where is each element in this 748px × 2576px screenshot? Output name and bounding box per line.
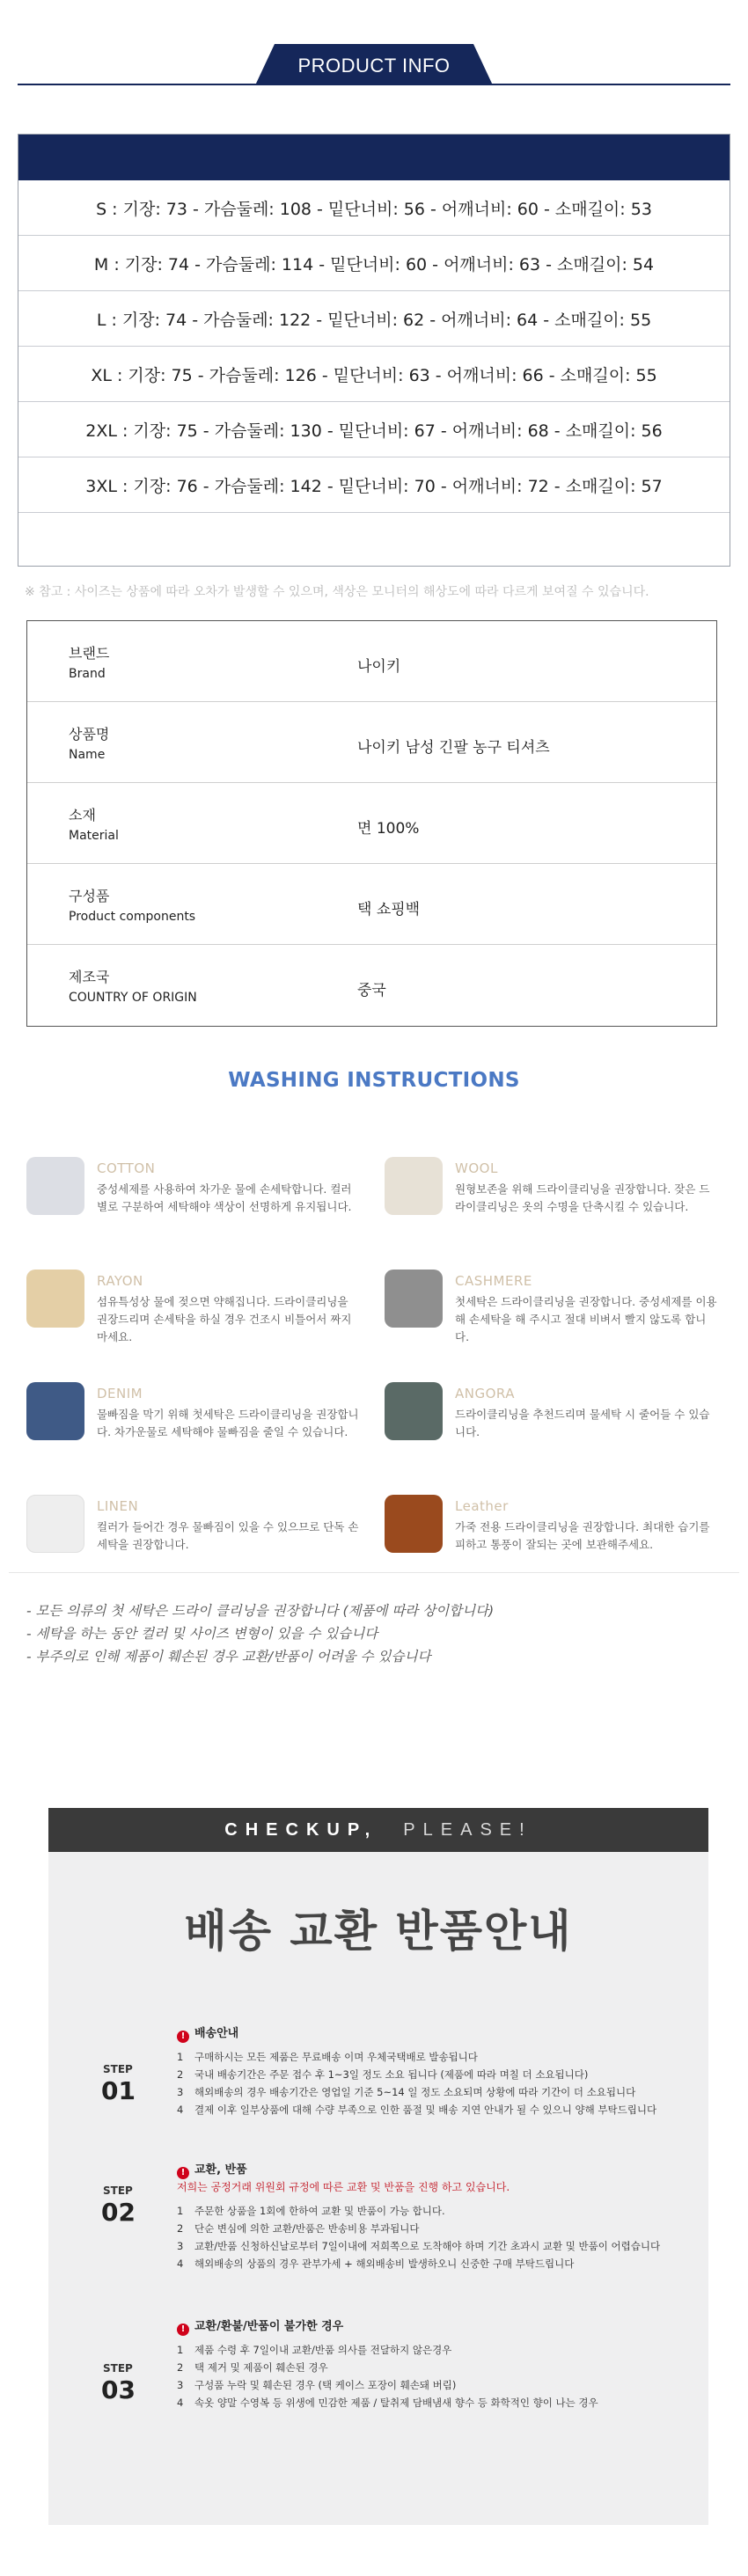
step-item: 2 택 제거 및 제품이 훼손된 경우	[177, 2361, 328, 2374]
wash-item-wool	[385, 1157, 728, 1254]
wash-item-denim	[26, 1382, 370, 1479]
wash-divider	[9, 1572, 739, 1573]
alert-icon: !	[177, 2324, 189, 2336]
wash-desc: 물빠짐을 막기 위해 첫세탁은 드라이클리닝을 권장합니다. 차가운물로 세탁해야 물빠짐을 줄일 수 있습니다.	[97, 1408, 359, 1438]
spec-row-components	[27, 864, 716, 945]
wash-desc: 원형보존을 위해 드라이클리닝을 권장합니다. 잦은 드라이클리닝은 옷의 수명을 단축시킬 수 있습니다.	[455, 1182, 710, 1213]
step-item: 4 속옷 양말 수영복 등 위생에 민감한 제품 / 탈취제 담배냄새 향수 등 화학적인 향이 나는 경우	[177, 2397, 598, 2409]
step-item: 4 해외배송의 상품의 경우 관부가세 + 해외배송비 발생하오니 신중한 구매 부탁드립니다	[177, 2258, 575, 2270]
spec-value: 나이키 남성 긴팔 농구 티셔츠	[357, 739, 550, 757]
spec-value: 택 쇼핑백	[357, 901, 421, 918]
step-item: 3 교환/반품 신청하신날로부터 7일이내에 저희쪽으로 도착해야 하며 기간 초과시 교환 및 반품이 어렵습니다	[177, 2240, 661, 2252]
step-item: 2 국내 배송기간은 주문 접수 후 1~3일 정도 소요 됩니다 (제품에 따라 며칠 더 소요됩니다)	[177, 2068, 589, 2081]
step-item: 3 구성품 누락 및 훼손된 경우 (택 케이스 포장이 훼손돼 버림)	[177, 2379, 457, 2391]
wash-item-leather	[385, 1495, 728, 1592]
spec-table	[26, 620, 717, 1027]
step-item-text: 주문한 상품을 1회에 한하여 교환 및 반품이 가능 합니다.	[194, 2205, 445, 2217]
checkup-panel	[48, 1808, 708, 2525]
wash-notes	[26, 1599, 494, 1668]
size-note: ※ 참고 : 사이즈는 상품에 따라 오차가 발생할 수 있으며, 색상은 모니터의 해상도에 따라 다르게 보여질 수 있습니다.	[25, 585, 649, 599]
wash-note: - 부주의로 인해 제품이 훼손된 경우 교환/반품이 어려울 수 있습니다	[26, 1649, 431, 1665]
step-item-text: 국내 배송기간은 주문 접수 후 1~3일 정도 소요 됩니다 (제품에 따라 며칠 더 소요됩니다)	[194, 2068, 589, 2081]
cotton-swatch-icon	[26, 1157, 84, 1215]
size-table	[18, 134, 730, 567]
step-item: 3 해외배송의 경우 배송기간은 영업일 기준 5~14 일 정도 소요되며 상황에 따라 기간이 더 소요됩니다	[177, 2086, 636, 2098]
step-item-text: 속옷 양말 수영복 등 위생에 민감한 제품 / 탈취제 담배냄새 향수 등 화학적인 향이 나는 경우	[194, 2397, 598, 2409]
step-item: 2 단순 변심에 의한 교환/반품은 반송비용 부과됩니다	[177, 2222, 420, 2235]
denim-swatch-icon	[26, 1382, 84, 1440]
step-item: 1 제품 수령 후 7일이내 교환/반품 의사를 전달하지 않은경우	[177, 2344, 452, 2356]
spec-key-en: Brand	[69, 667, 106, 681]
size-row: 3XL : 기장: 76 - 가슴둘레: 142 - 밑단너비: 70 - 어깨너비: 72 - 소매길이: 57	[18, 457, 730, 513]
wash-name: DENIM	[97, 1386, 143, 1401]
step-item-text: 교환/반품 신청하신날로부터 7일이내에 저희쪽으로 도착해야 하며 기간 초과시 교환 및 반품이 어렵습니다	[194, 2240, 661, 2252]
step-item-text: 구매하시는 모든 제품은 무료배송 이며 우체국택배로 발송됩니다	[194, 2051, 478, 2063]
spec-key-en: Material	[69, 829, 119, 843]
checkup-title: 배송 교환 반품안내	[184, 1906, 573, 1957]
step-item-text: 단순 변심에 의한 교환/반품은 반송비용 부과됩니다	[194, 2222, 420, 2235]
wash-name: Leather	[455, 1498, 509, 1514]
spec-key-ko: 구성품	[69, 888, 110, 904]
step-list	[177, 2048, 656, 2119]
wash-desc: 컬러가 들어간 경우 물빠짐이 있을 수 있으므로 단독 손세탁을 권장합니다.	[97, 1520, 359, 1551]
spec-value: 중국	[357, 982, 386, 999]
checkup-band	[48, 1808, 708, 1852]
product-info-title: PRODUCT INFO	[297, 55, 451, 77]
wash-desc: 가죽 전용 드라이클리닝을 권장합니다. 최대한 습기를 피하고 통풍이 잘되는 곳에 보관해주세요.	[455, 1520, 710, 1551]
step-number: 02	[101, 2198, 136, 2227]
spec-key-en: COUNTRY OF ORIGIN	[69, 991, 197, 1005]
wash-name: WOOL	[455, 1160, 498, 1176]
band-bold: CHECKUP,	[224, 1819, 378, 1840]
size-row: L : 기장: 74 - 가슴둘레: 122 - 밑단너비: 62 - 어깨너비: 64 - 소매길이: 55	[18, 291, 730, 347]
step-list	[177, 2341, 598, 2411]
step-item-text: 결제 이후 일부상품에 대해 수량 부족으로 인한 품절 및 배송 지연 안내가 될 수 있으니 양해 부탁드립니다	[194, 2104, 657, 2116]
wash-note: - 모든 의류의 첫 세탁은 드라이 클리닝을 권장합니다 (제품에 따라 상이합니다)	[26, 1603, 495, 1619]
step-number: 03	[101, 2375, 136, 2404]
alert-icon: !	[177, 2167, 189, 2179]
size-row: 2XL : 기장: 75 - 가슴둘레: 130 - 밑단너비: 67 - 어깨너비: 68 - 소매길이: 56	[18, 402, 730, 457]
step-item-text: 제품 수령 후 7일이내 교환/반품 의사를 전달하지 않은경우	[194, 2344, 452, 2356]
step-label: STEP	[103, 2362, 133, 2375]
step-item-text: 해외배송의 상품의 경우 관부가세 + 해외배송비 발생하오니 신중한 구매 부탁드립니다	[194, 2258, 575, 2270]
wash-item-cotton	[26, 1157, 370, 1254]
wash-note: - 세탁을 하는 동안 컬러 및 사이즈 변형이 있을 수 있습니다	[26, 1626, 378, 1642]
spec-row-brand	[27, 621, 716, 702]
linen-swatch-icon	[26, 1495, 84, 1553]
band-light: PLEASE!	[403, 1819, 532, 1840]
step-item-text: 택 제거 및 제품이 훼손된 경우	[194, 2361, 328, 2374]
wash-name: ANGORA	[455, 1386, 515, 1401]
step-label: STEP	[103, 2184, 133, 2197]
wash-desc: 드라이클리닝을 추천드리며 물세탁 시 줄어들 수 있습니다.	[455, 1408, 710, 1438]
wash-name: RAYON	[97, 1273, 143, 1289]
wash-item-linen	[26, 1495, 370, 1592]
alert-icon: !	[177, 2031, 189, 2043]
step-label: STEP	[103, 2063, 133, 2075]
rayon-swatch-icon	[26, 1270, 84, 1328]
step-number: 01	[101, 2076, 136, 2105]
step-warning: 저희는 공정거래 위원회 규정에 따른 교환 및 반품을 진행 하고 있습니다.	[177, 2181, 510, 2193]
step-item: 4 결제 이후 일부상품에 대해 수량 부족으로 인한 품절 및 배송 지연 안내가 될 수 있으니 양해 부탁드립니다	[177, 2104, 657, 2116]
wash-desc: 중성세제를 사용하여 차가운 물에 손세탁합니다. 컬러별로 구분하여 세탁해야 색상이 선명하게 유지됩니다.	[97, 1182, 352, 1213]
wash-item-cashmere	[385, 1270, 728, 1366]
spec-key-en: Product components	[69, 910, 196, 924]
wash-desc: 첫세탁은 드라이클리닝을 권장합니다. 중성세제를 이용해 손세탁을 해 주시고 절대 비벼서 빨지 않도록 합니다.	[455, 1295, 717, 1343]
step-item-text: 해외배송의 경우 배송기간은 영업일 기준 5~14 일 정도 소요되며 상황에 따라 기간이 더 소요됩니다	[194, 2086, 636, 2098]
spec-row-origin	[27, 945, 716, 1026]
wash-name: LINEN	[97, 1498, 139, 1514]
step-list	[177, 2202, 660, 2272]
step-item: 1 구매하시는 모든 제품은 무료배송 이며 우체국택배로 발송됩니다	[177, 2051, 478, 2063]
product-info-header	[0, 0, 748, 88]
wash-name: COTTON	[97, 1160, 156, 1176]
product-info-tab	[255, 44, 493, 85]
size-row: S : 기장: 73 - 가슴둘레: 108 - 밑단너비: 56 - 어깨너비: 60 - 소매길이: 53	[18, 180, 730, 236]
step-item-text: 구성품 누락 및 훼손된 경우 (택 케이스 포장이 훼손돼 버림)	[194, 2379, 457, 2391]
washing-title: WASHING INSTRUCTIONS	[228, 1069, 520, 1092]
step-head	[177, 2160, 247, 2179]
spec-row-material	[27, 783, 716, 864]
spec-value: 나이키	[357, 658, 401, 676]
size-row-empty	[18, 513, 730, 568]
step-head	[177, 2316, 343, 2336]
spec-key-ko: 소재	[69, 807, 96, 823]
size-row: M : 기장: 74 - 가슴둘레: 114 - 밑단너비: 60 - 어깨너비: 63 - 소매길이: 54	[18, 236, 730, 291]
spec-key-ko: 제조국	[69, 969, 110, 985]
spec-key-ko: 상품명	[69, 726, 110, 743]
step-item: 1 주문한 상품을 1회에 한하여 교환 및 반품이 가능 합니다.	[177, 2205, 445, 2217]
wash-item-angora	[385, 1382, 728, 1479]
step-head-label: 교환, 반품	[194, 2163, 247, 2177]
step-head-label: 배송안내	[194, 2027, 239, 2040]
leather-swatch-icon	[385, 1495, 443, 1553]
size-row: XL : 기장: 75 - 가슴둘레: 126 - 밑단너비: 63 - 어깨너비: 66 - 소매길이: 55	[18, 347, 730, 402]
wash-name: CASHMERE	[455, 1273, 532, 1289]
angora-swatch-icon	[385, 1382, 443, 1440]
spec-key-en: Name	[69, 748, 106, 762]
step-head	[177, 2023, 238, 2043]
wash-desc: 섬유특성상 물에 젖으면 약해집니다. 드라이클리닝을 권장드리며 손세탁을 하실 경우 건조시 비틀어서 짜지마세요.	[97, 1295, 352, 1343]
size-table-header	[18, 135, 730, 180]
step-head-label: 교환/환불/반품이 불가한 경우	[194, 2320, 344, 2333]
spec-row-name	[27, 702, 716, 783]
spec-key-ko: 브랜드	[69, 645, 110, 662]
cashmere-swatch-icon	[385, 1270, 443, 1328]
wool-swatch-icon	[385, 1157, 443, 1215]
spec-value: 면 100%	[357, 820, 420, 838]
wash-item-rayon	[26, 1270, 370, 1366]
